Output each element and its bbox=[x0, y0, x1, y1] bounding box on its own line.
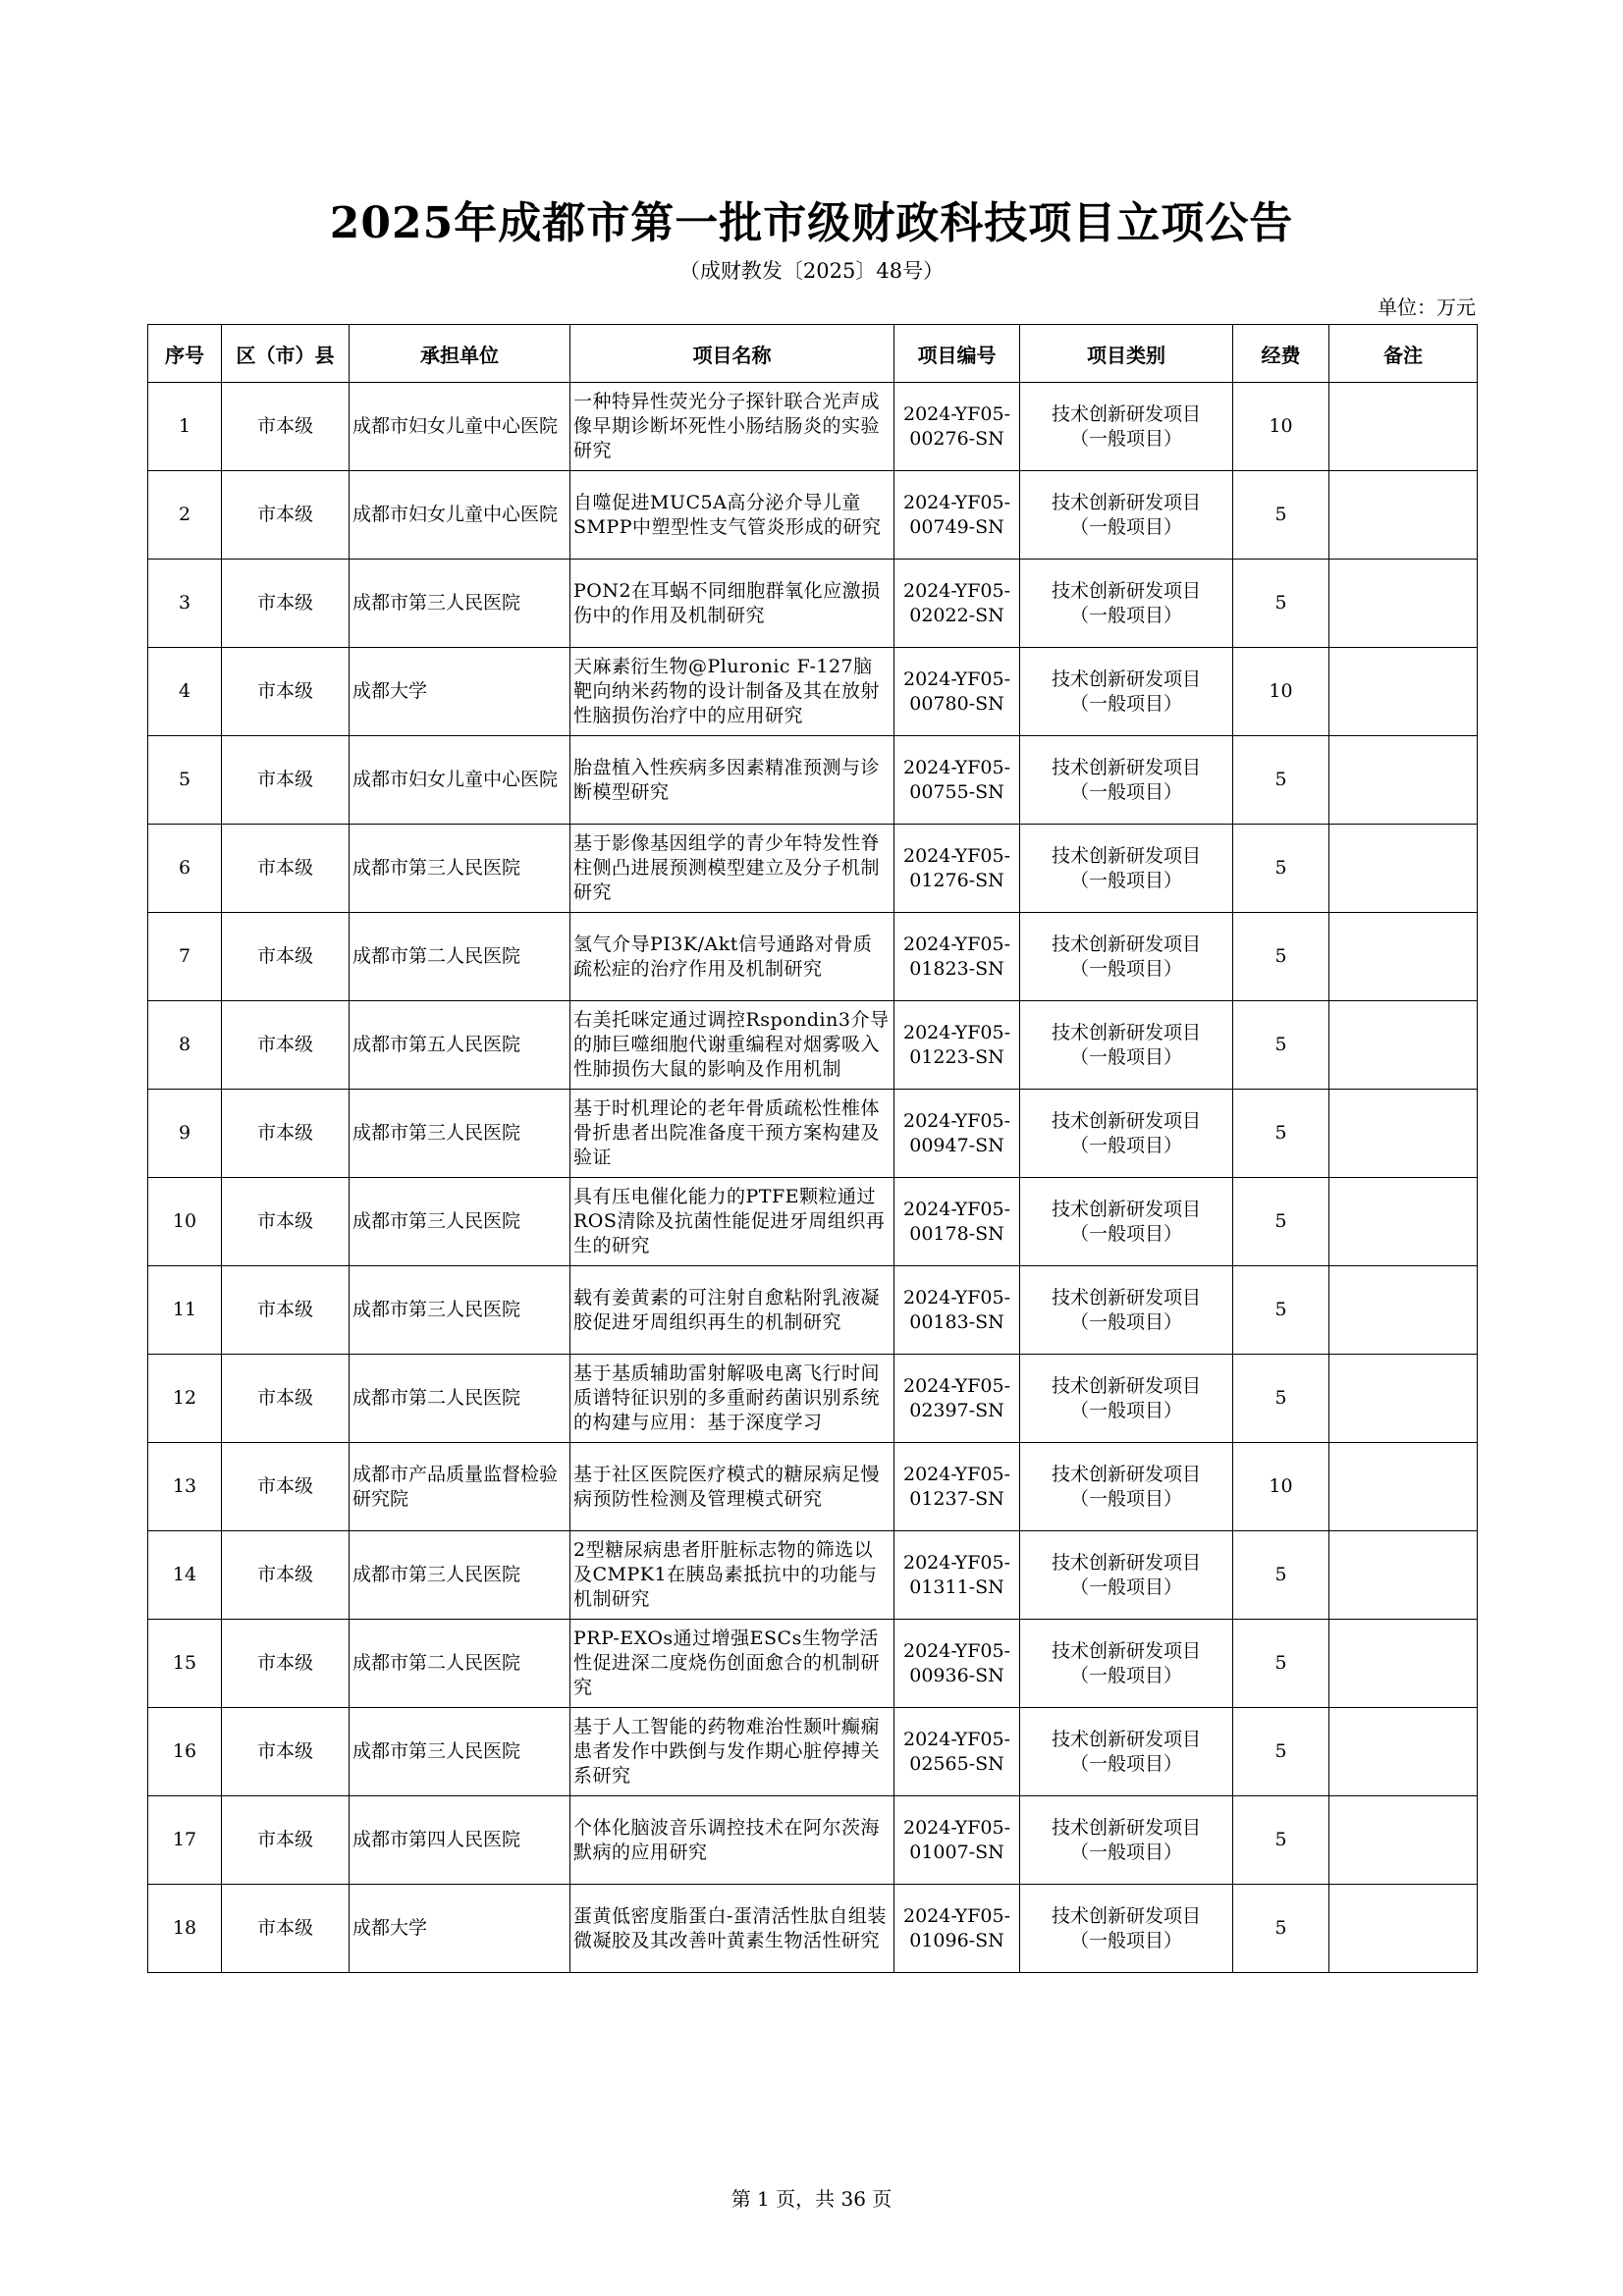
category-line-1: 技术创新研发项目 bbox=[1051, 1728, 1201, 1750]
table-row bbox=[148, 1885, 1478, 1973]
table-row bbox=[148, 1178, 1478, 1266]
row-note bbox=[1329, 560, 1478, 648]
col-header-project-name: 项目名称 bbox=[570, 325, 894, 383]
row-fund: 5 bbox=[1233, 1796, 1329, 1885]
category-line-1: 技术创新研发项目 bbox=[1051, 1286, 1201, 1308]
category-line-2: （一般项目） bbox=[1069, 427, 1182, 450]
project-code-line-1: 2024-YF05- bbox=[902, 1551, 1010, 1574]
row-unit: 成都大学 bbox=[350, 648, 570, 736]
table-row bbox=[148, 1090, 1478, 1178]
row-category bbox=[1020, 1266, 1233, 1355]
project-code-line-2: 00178-SN bbox=[909, 1222, 1004, 1245]
project-code-line-1: 2024-YF05- bbox=[902, 402, 1010, 425]
project-code-line-1: 2024-YF05- bbox=[902, 1198, 1010, 1220]
project-code-line-1: 2024-YF05- bbox=[902, 1374, 1010, 1397]
project-code-line-1: 2024-YF05- bbox=[902, 1109, 1010, 1132]
row-unit: 成都市第三人民医院 bbox=[350, 825, 570, 913]
row-unit: 成都市第二人民医院 bbox=[350, 1355, 570, 1443]
project-code-line-2: 00936-SN bbox=[909, 1664, 1004, 1686]
row-unit: 成都市第二人民医院 bbox=[350, 1620, 570, 1708]
project-code-line-2: 01237-SN bbox=[909, 1487, 1004, 1510]
project-code-line-2: 00749-SN bbox=[909, 515, 1004, 538]
table-row bbox=[148, 560, 1478, 648]
table-row bbox=[148, 1001, 1478, 1090]
row-fund: 5 bbox=[1233, 1266, 1329, 1355]
page-title: 2025年成都市第一批市级财政科技项目立项公告 bbox=[329, 198, 1294, 248]
category-line-1: 技术创新研发项目 bbox=[1051, 1021, 1201, 1043]
row-fund: 10 bbox=[1233, 648, 1329, 736]
project-code-line-1: 2024-YF05- bbox=[902, 1816, 1010, 1839]
project-code-line-2: 00947-SN bbox=[909, 1134, 1004, 1156]
category-line-1: 技术创新研发项目 bbox=[1051, 1109, 1201, 1132]
row-project-name: 胎盘植入性疾病多因素精准预测与诊断模型研究 bbox=[570, 736, 894, 825]
project-code-line-1: 2024-YF05- bbox=[902, 579, 1010, 602]
row-district: 市本级 bbox=[222, 736, 350, 825]
project-code-line-1: 2024-YF05- bbox=[902, 667, 1010, 690]
row-project-code bbox=[894, 471, 1020, 560]
row-fund: 5 bbox=[1233, 1178, 1329, 1266]
row-category bbox=[1020, 1443, 1233, 1531]
row-number: 7 bbox=[148, 913, 222, 1001]
row-note bbox=[1329, 1178, 1478, 1266]
col-header-project-code: 项目编号 bbox=[894, 325, 1020, 383]
project-code-line-2: 00183-SN bbox=[909, 1310, 1004, 1333]
row-note bbox=[1329, 1266, 1478, 1355]
row-project-code bbox=[894, 1531, 1020, 1620]
table-row bbox=[148, 913, 1478, 1001]
row-category bbox=[1020, 648, 1233, 736]
project-code-line-1: 2024-YF05- bbox=[902, 1021, 1010, 1043]
category-line-2: （一般项目） bbox=[1069, 1664, 1182, 1686]
row-fund: 5 bbox=[1233, 1090, 1329, 1178]
row-number: 8 bbox=[148, 1001, 222, 1090]
category-line-2: （一般项目） bbox=[1069, 869, 1182, 891]
row-note bbox=[1329, 1090, 1478, 1178]
category-line-2: （一般项目） bbox=[1069, 604, 1182, 626]
category-line-2: （一般项目） bbox=[1069, 1310, 1182, 1333]
row-note bbox=[1329, 1708, 1478, 1796]
table-row bbox=[148, 1531, 1478, 1620]
table-row bbox=[148, 648, 1478, 736]
row-category bbox=[1020, 1090, 1233, 1178]
row-fund: 5 bbox=[1233, 1708, 1329, 1796]
row-number: 9 bbox=[148, 1090, 222, 1178]
project-code-line-1: 2024-YF05- bbox=[902, 1904, 1010, 1927]
project-code-line-2: 01096-SN bbox=[909, 1929, 1004, 1951]
row-project-code bbox=[894, 1796, 1020, 1885]
col-header-fund: 经费 bbox=[1233, 325, 1329, 383]
row-fund: 5 bbox=[1233, 1620, 1329, 1708]
project-code-line-1: 2024-YF05- bbox=[902, 1639, 1010, 1662]
col-header-note: 备注 bbox=[1329, 325, 1478, 383]
table-row bbox=[148, 471, 1478, 560]
row-district: 市本级 bbox=[222, 1178, 350, 1266]
row-district: 市本级 bbox=[222, 1355, 350, 1443]
page-footer: 第 1 页，共 36 页 bbox=[730, 2187, 893, 2211]
row-note bbox=[1329, 1620, 1478, 1708]
row-project-name: 基于人工智能的药物难治性颞叶癫痫患者发作中跌倒与发作期心脏停搏关系研究 bbox=[570, 1708, 894, 1796]
row-category bbox=[1020, 1796, 1233, 1885]
category-line-2: （一般项目） bbox=[1069, 1752, 1182, 1775]
row-fund: 5 bbox=[1233, 1531, 1329, 1620]
table-row bbox=[148, 1708, 1478, 1796]
row-project-code bbox=[894, 1266, 1020, 1355]
row-note bbox=[1329, 1885, 1478, 1973]
row-category bbox=[1020, 1178, 1233, 1266]
project-code-line-1: 2024-YF05- bbox=[902, 491, 1010, 513]
project-code-line-2: 01823-SN bbox=[909, 957, 1004, 980]
row-district: 市本级 bbox=[222, 1090, 350, 1178]
row-fund: 5 bbox=[1233, 560, 1329, 648]
row-project-code bbox=[894, 648, 1020, 736]
row-project-code bbox=[894, 1178, 1020, 1266]
row-project-code bbox=[894, 1708, 1020, 1796]
category-line-1: 技术创新研发项目 bbox=[1051, 1374, 1201, 1397]
table-header-row bbox=[148, 325, 1478, 383]
table-row bbox=[148, 825, 1478, 913]
unit-label: 单位：万元 bbox=[1378, 295, 1476, 319]
row-fund: 5 bbox=[1233, 1885, 1329, 1973]
row-number: 17 bbox=[148, 1796, 222, 1885]
row-category bbox=[1020, 1001, 1233, 1090]
row-district: 市本级 bbox=[222, 1531, 350, 1620]
project-code-line-2: 02565-SN bbox=[909, 1752, 1004, 1775]
project-code-line-2: 01276-SN bbox=[909, 869, 1004, 891]
project-code-line-1: 2024-YF05- bbox=[902, 933, 1010, 955]
row-number: 2 bbox=[148, 471, 222, 560]
col-header-no: 序号 bbox=[148, 325, 222, 383]
category-line-2: （一般项目） bbox=[1069, 692, 1182, 715]
row-unit: 成都市妇女儿童中心医院 bbox=[350, 383, 570, 471]
category-line-2: （一般项目） bbox=[1069, 1487, 1182, 1510]
category-line-2: （一般项目） bbox=[1069, 1929, 1182, 1951]
row-project-name: PON2在耳蜗不同细胞群氧化应激损伤中的作用及机制研究 bbox=[570, 560, 894, 648]
row-fund: 5 bbox=[1233, 1001, 1329, 1090]
row-project-name: 具有压电催化能力的PTFE颗粒通过ROS清除及抗菌性能促进牙周组织再生的研究 bbox=[570, 1178, 894, 1266]
category-line-2: （一般项目） bbox=[1069, 1575, 1182, 1598]
row-category bbox=[1020, 471, 1233, 560]
row-unit: 成都市妇女儿童中心医院 bbox=[350, 736, 570, 825]
row-note bbox=[1329, 825, 1478, 913]
project-code-line-1: 2024-YF05- bbox=[902, 1286, 1010, 1308]
row-project-name: 一种特异性荧光分子探针联合光声成像早期诊断坏死性小肠结肠炎的实验研究 bbox=[570, 383, 894, 471]
row-note bbox=[1329, 383, 1478, 471]
row-category bbox=[1020, 1885, 1233, 1973]
row-project-name: 氢气介导PI3K/Akt信号通路对骨质疏松症的治疗作用及机制研究 bbox=[570, 913, 894, 1001]
row-number: 14 bbox=[148, 1531, 222, 1620]
row-district: 市本级 bbox=[222, 913, 350, 1001]
category-line-1: 技术创新研发项目 bbox=[1051, 1198, 1201, 1220]
row-fund: 5 bbox=[1233, 913, 1329, 1001]
category-line-2: （一般项目） bbox=[1069, 1399, 1182, 1421]
row-unit: 成都市第三人民医院 bbox=[350, 1178, 570, 1266]
row-district: 市本级 bbox=[222, 1001, 350, 1090]
project-code-line-1: 2024-YF05- bbox=[902, 844, 1010, 867]
category-line-2: （一般项目） bbox=[1069, 957, 1182, 980]
category-line-1: 技术创新研发项目 bbox=[1051, 402, 1201, 425]
row-project-name: 基于基质辅助雷射解吸电离飞行时间质谱特征识别的多重耐药菌识别系统的构建与应用：基于深度学习 bbox=[570, 1355, 894, 1443]
category-line-1: 技术创新研发项目 bbox=[1051, 1463, 1201, 1485]
row-unit: 成都市产品质量监督检验研究院 bbox=[350, 1443, 570, 1531]
project-code-line-2: 00276-SN bbox=[909, 427, 1004, 450]
table-row bbox=[148, 1266, 1478, 1355]
category-line-2: （一般项目） bbox=[1069, 780, 1182, 803]
table-row bbox=[148, 383, 1478, 471]
category-line-1: 技术创新研发项目 bbox=[1051, 1904, 1201, 1927]
row-district: 市本级 bbox=[222, 648, 350, 736]
project-code-line-1: 2024-YF05- bbox=[902, 756, 1010, 778]
col-header-district: 区（市）县 bbox=[222, 325, 350, 383]
row-project-code bbox=[894, 1620, 1020, 1708]
category-line-2: （一般项目） bbox=[1069, 1841, 1182, 1863]
row-district: 市本级 bbox=[222, 1708, 350, 1796]
row-project-code bbox=[894, 1443, 1020, 1531]
row-number: 11 bbox=[148, 1266, 222, 1355]
row-unit: 成都市第三人民医院 bbox=[350, 1266, 570, 1355]
row-project-code bbox=[894, 1355, 1020, 1443]
category-line-1: 技术创新研发项目 bbox=[1051, 756, 1201, 778]
row-category bbox=[1020, 1531, 1233, 1620]
row-category bbox=[1020, 1355, 1233, 1443]
row-project-name: 蛋黄低密度脂蛋白-蛋清活性肽自组装微凝胶及其改善叶黄素生物活性研究 bbox=[570, 1885, 894, 1973]
row-note bbox=[1329, 913, 1478, 1001]
row-number: 18 bbox=[148, 1885, 222, 1973]
row-note bbox=[1329, 1796, 1478, 1885]
row-project-name: 右美托咪定通过调控Rspondin3介导的肺巨噬细胞代谢重编程对烟雾吸入性肺损伤大鼠的影响及作用机制 bbox=[570, 1001, 894, 1090]
row-fund: 10 bbox=[1233, 383, 1329, 471]
table-row bbox=[148, 1443, 1478, 1531]
col-header-category: 项目类别 bbox=[1020, 325, 1233, 383]
col-header-unit: 承担单位 bbox=[350, 325, 570, 383]
row-category bbox=[1020, 1708, 1233, 1796]
category-line-1: 技术创新研发项目 bbox=[1051, 1816, 1201, 1839]
table-row bbox=[148, 736, 1478, 825]
row-district: 市本级 bbox=[222, 1796, 350, 1885]
row-project-name: 基于社区医院医疗模式的糖尿病足慢病预防性检测及管理模式研究 bbox=[570, 1443, 894, 1531]
row-project-name: 天麻素衍生物@Pluronic F-127脑靶向纳米药物的设计制备及其在放射性脑损伤治疗中的应用研究 bbox=[570, 648, 894, 736]
row-number: 12 bbox=[148, 1355, 222, 1443]
row-number: 10 bbox=[148, 1178, 222, 1266]
row-category bbox=[1020, 560, 1233, 648]
row-category bbox=[1020, 913, 1233, 1001]
row-project-code bbox=[894, 560, 1020, 648]
row-project-name: 基于影像基因组学的青少年特发性脊柱侧凸进展预测模型建立及分子机制研究 bbox=[570, 825, 894, 913]
row-project-code bbox=[894, 383, 1020, 471]
row-project-code bbox=[894, 913, 1020, 1001]
row-unit: 成都大学 bbox=[350, 1885, 570, 1973]
row-project-code bbox=[894, 1090, 1020, 1178]
row-district: 市本级 bbox=[222, 471, 350, 560]
project-table bbox=[147, 324, 1478, 1973]
row-note bbox=[1329, 1355, 1478, 1443]
row-project-code bbox=[894, 1885, 1020, 1973]
row-number: 15 bbox=[148, 1620, 222, 1708]
row-note bbox=[1329, 1001, 1478, 1090]
row-district: 市本级 bbox=[222, 1443, 350, 1531]
category-line-2: （一般项目） bbox=[1069, 515, 1182, 538]
row-project-code bbox=[894, 736, 1020, 825]
category-line-1: 技术创新研发项目 bbox=[1051, 933, 1201, 955]
row-note bbox=[1329, 1531, 1478, 1620]
row-number: 3 bbox=[148, 560, 222, 648]
row-note bbox=[1329, 736, 1478, 825]
category-line-1: 技术创新研发项目 bbox=[1051, 1639, 1201, 1662]
project-code-line-2: 01223-SN bbox=[909, 1045, 1004, 1068]
table-row bbox=[148, 1796, 1478, 1885]
row-category bbox=[1020, 1620, 1233, 1708]
row-note bbox=[1329, 648, 1478, 736]
row-unit: 成都市第四人民医院 bbox=[350, 1796, 570, 1885]
row-number: 16 bbox=[148, 1708, 222, 1796]
row-project-name: 载有姜黄素的可注射自愈粘附乳液凝胶促进牙周组织再生的机制研究 bbox=[570, 1266, 894, 1355]
row-district: 市本级 bbox=[222, 1885, 350, 1973]
row-project-name: 自噬促进MUC5A高分泌介导儿童SMPP中塑型性支气管炎形成的研究 bbox=[570, 471, 894, 560]
project-code-line-2: 01007-SN bbox=[909, 1841, 1004, 1863]
table-row bbox=[148, 1620, 1478, 1708]
project-code-line-2: 02397-SN bbox=[909, 1399, 1004, 1421]
row-unit: 成都市妇女儿童中心医院 bbox=[350, 471, 570, 560]
row-unit: 成都市第二人民医院 bbox=[350, 913, 570, 1001]
row-number: 6 bbox=[148, 825, 222, 913]
row-unit: 成都市第三人民医院 bbox=[350, 1531, 570, 1620]
category-line-2: （一般项目） bbox=[1069, 1222, 1182, 1245]
row-fund: 5 bbox=[1233, 471, 1329, 560]
project-code-line-1: 2024-YF05- bbox=[902, 1728, 1010, 1750]
table-row bbox=[148, 1355, 1478, 1443]
row-fund: 10 bbox=[1233, 1443, 1329, 1531]
category-line-1: 技术创新研发项目 bbox=[1051, 491, 1201, 513]
row-fund: 5 bbox=[1233, 1355, 1329, 1443]
row-project-name: 个体化脑波音乐调控技术在阿尔茨海默病的应用研究 bbox=[570, 1796, 894, 1885]
row-fund: 5 bbox=[1233, 825, 1329, 913]
row-project-name: PRP-EXOs通过增强ESCs生物学活性促进深二度烧伤创面愈合的机制研究 bbox=[570, 1620, 894, 1708]
project-code-line-2: 00780-SN bbox=[909, 692, 1004, 715]
row-project-code bbox=[894, 1001, 1020, 1090]
row-note bbox=[1329, 471, 1478, 560]
category-line-2: （一般项目） bbox=[1069, 1045, 1182, 1068]
row-number: 4 bbox=[148, 648, 222, 736]
row-category bbox=[1020, 736, 1233, 825]
category-line-1: 技术创新研发项目 bbox=[1051, 1551, 1201, 1574]
document-number: （成财教发〔2025〕48号） bbox=[678, 259, 945, 283]
row-unit: 成都市第三人民医院 bbox=[350, 1090, 570, 1178]
row-unit: 成都市第五人民医院 bbox=[350, 1001, 570, 1090]
category-line-1: 技术创新研发项目 bbox=[1051, 579, 1201, 602]
project-code-line-1: 2024-YF05- bbox=[902, 1463, 1010, 1485]
row-district: 市本级 bbox=[222, 1266, 350, 1355]
category-line-1: 技术创新研发项目 bbox=[1051, 667, 1201, 690]
row-district: 市本级 bbox=[222, 383, 350, 471]
row-district: 市本级 bbox=[222, 560, 350, 648]
row-category bbox=[1020, 383, 1233, 471]
row-fund: 5 bbox=[1233, 736, 1329, 825]
project-code-line-2: 00755-SN bbox=[909, 780, 1004, 803]
row-district: 市本级 bbox=[222, 825, 350, 913]
category-line-1: 技术创新研发项目 bbox=[1051, 844, 1201, 867]
row-unit: 成都市第三人民医院 bbox=[350, 1708, 570, 1796]
row-unit: 成都市第三人民医院 bbox=[350, 560, 570, 648]
row-note bbox=[1329, 1443, 1478, 1531]
row-project-name: 基于时机理论的老年骨质疏松性椎体骨折患者出院准备度干预方案构建及验证 bbox=[570, 1090, 894, 1178]
row-number: 1 bbox=[148, 383, 222, 471]
row-number: 5 bbox=[148, 736, 222, 825]
row-district: 市本级 bbox=[222, 1620, 350, 1708]
category-line-2: （一般项目） bbox=[1069, 1134, 1182, 1156]
row-category bbox=[1020, 825, 1233, 913]
row-project-code bbox=[894, 825, 1020, 913]
row-number: 13 bbox=[148, 1443, 222, 1531]
row-project-name: 2型糖尿病患者肝脏标志物的筛选以及CMPK1在胰岛素抵抗中的功能与机制研究 bbox=[570, 1531, 894, 1620]
project-code-line-2: 02022-SN bbox=[909, 604, 1004, 626]
project-code-line-2: 01311-SN bbox=[909, 1575, 1004, 1598]
